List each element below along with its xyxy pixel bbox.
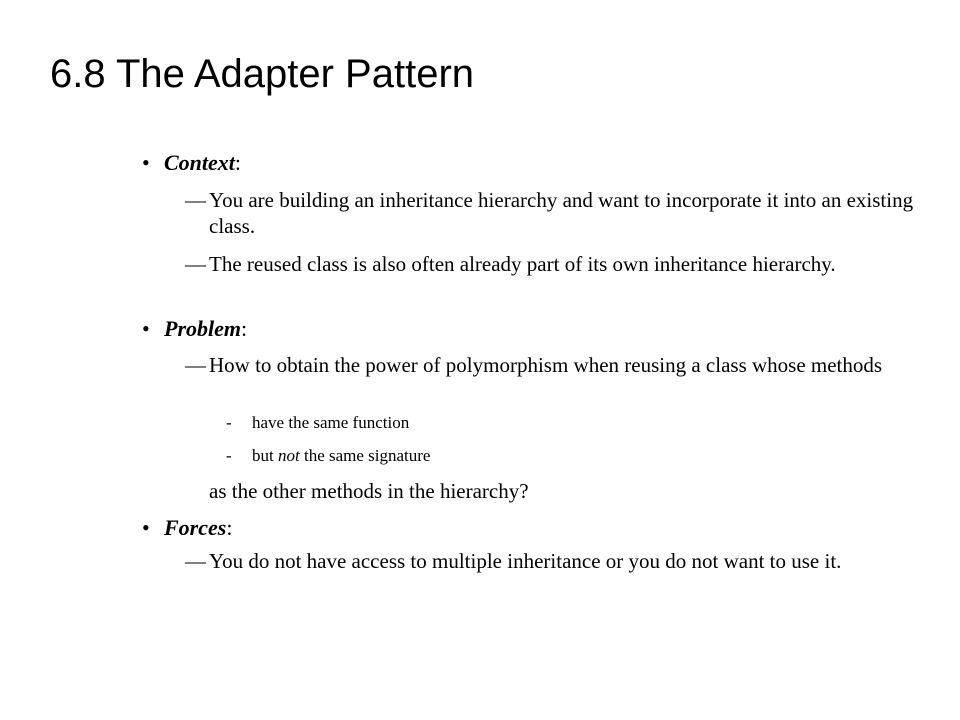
- problem-sub-item-2-suffix: the same signature: [299, 446, 431, 465]
- context-item-2-text: The reused class is also often already part of its own inheritance hierarchy.: [209, 252, 836, 276]
- forces-item: [185, 548, 919, 574]
- forces-colon: :: [226, 515, 233, 540]
- problem-continuation: as the other methods in the hierarchy?: [209, 479, 529, 503]
- problem-item-text: How to obtain the power of polymorphism when reusing a class whose methods: [209, 353, 883, 377]
- hyphen-icon: -: [226, 446, 232, 465]
- context-label: Context: [164, 150, 235, 175]
- dash-icon: —: [185, 549, 206, 573]
- problem-bullet: [142, 316, 247, 342]
- problem-label: Problem: [164, 316, 241, 341]
- hyphen-icon: -: [226, 413, 232, 432]
- context-colon: :: [234, 150, 242, 175]
- context-item-1-text: You are building an inheritance hierarchy and want to incorporate it into an existing class.: [209, 188, 914, 238]
- problem-sub-item-1-text: have the same function: [252, 413, 410, 432]
- forces-label: Forces: [164, 515, 227, 540]
- problem-sub-item-2: [226, 445, 430, 467]
- dash-icon: —: [185, 252, 206, 276]
- dash-icon: —: [185, 353, 206, 377]
- context-item-1: [185, 187, 919, 239]
- problem-item: [185, 352, 919, 378]
- slide-title: 6.8 The Adapter Pattern: [50, 52, 475, 96]
- forces-item-text: You do not have access to multiple inheritance or you do not want to use it.: [209, 549, 842, 573]
- dash-icon: —: [185, 188, 206, 212]
- bullet-icon: •: [142, 515, 150, 540]
- context-bullet: [142, 150, 241, 176]
- problem-sub-item-1: [226, 412, 409, 434]
- bullet-icon: •: [142, 150, 150, 175]
- problem-colon: :: [241, 316, 248, 341]
- bullet-icon: •: [142, 316, 150, 341]
- forces-bullet: [142, 515, 232, 541]
- problem-sub-item-2-emphasis: not: [277, 446, 300, 465]
- context-item-2: [185, 251, 919, 277]
- problem-sub-item-2-prefix: but: [252, 446, 278, 465]
